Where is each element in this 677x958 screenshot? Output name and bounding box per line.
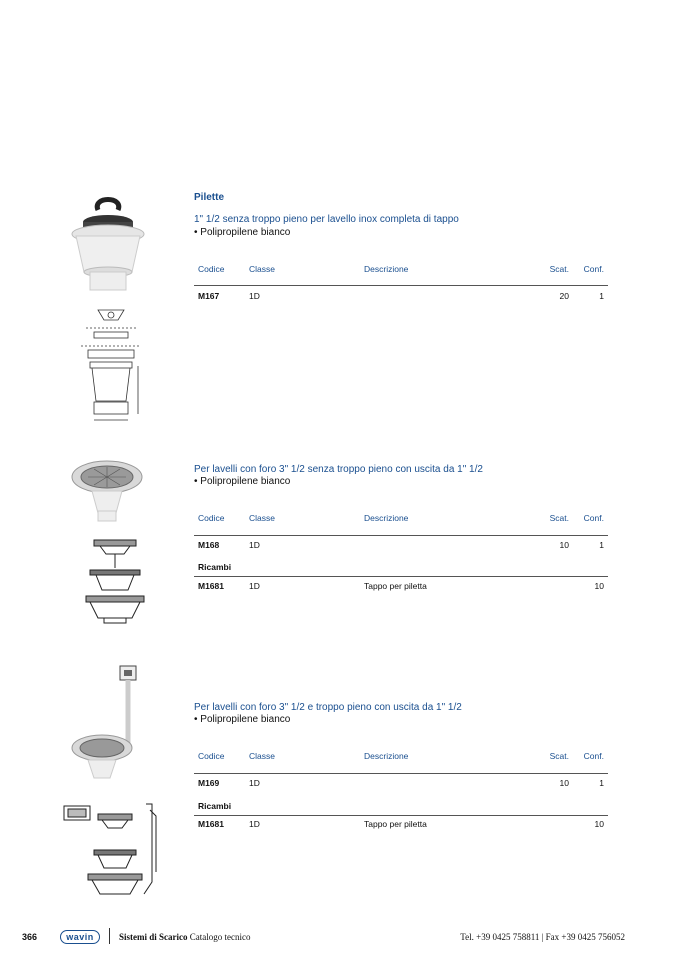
col-descrizione: Descrizione xyxy=(364,513,409,523)
cell-conf: 10 xyxy=(594,581,604,591)
technical-drawing-m168 xyxy=(84,538,146,624)
col-descrizione: Descrizione xyxy=(364,751,409,761)
logo-text: wavin xyxy=(66,932,94,942)
cell-conf: 1 xyxy=(599,778,604,788)
cell-conf: 1 xyxy=(599,291,604,301)
cell-conf: 1 xyxy=(599,540,604,550)
catalog-title xyxy=(119,932,250,942)
product-material: • Polipropilene bianco xyxy=(194,476,291,487)
col-conf: Conf. xyxy=(583,264,604,274)
product-material: • Polipropilene bianco xyxy=(194,714,291,725)
col-classe: Classe xyxy=(249,751,275,761)
catalog-title-bold: Sistemi di Scarico xyxy=(119,932,188,942)
wavin-logo xyxy=(60,930,100,944)
cell-classe: 1D xyxy=(249,581,260,591)
cell-scat: 10 xyxy=(559,540,569,550)
catalog-title-rest: Catalogo tecnico xyxy=(187,932,251,942)
cell-descrizione: Tappo per piletta xyxy=(364,819,427,829)
cell-conf: 10 xyxy=(594,819,604,829)
cell-classe: 1D xyxy=(249,291,260,301)
col-codice: Codice xyxy=(198,513,225,523)
footer-divider xyxy=(109,928,110,944)
cell-codice: M1681 xyxy=(198,581,224,591)
col-classe: Classe xyxy=(249,513,275,523)
ricambi-label: Ricambi xyxy=(198,562,232,572)
cell-codice: M167 xyxy=(198,291,220,301)
cell-codice: M1681 xyxy=(198,819,224,829)
col-classe: Classe xyxy=(249,264,275,274)
product-photo-m169 xyxy=(68,662,150,786)
col-scat: Scat. xyxy=(549,751,569,761)
cell-codice: M169 xyxy=(198,778,220,788)
table-rule xyxy=(194,773,608,774)
col-scat: Scat. xyxy=(549,513,569,523)
col-codice: Codice xyxy=(198,751,225,761)
cell-classe: 1D xyxy=(249,778,260,788)
cell-descrizione: Tappo per piletta xyxy=(364,581,427,591)
product-material: • Polipropilene bianco xyxy=(194,227,291,238)
product-subtitle: Per lavelli con foro 3" 1/2 senza troppo pieno con uscita da 1" 1/2 xyxy=(194,464,483,475)
table-rule xyxy=(194,285,608,286)
col-conf: Conf. xyxy=(583,751,604,761)
col-descrizione: Descrizione xyxy=(364,264,409,274)
col-codice: Codice xyxy=(198,264,225,274)
cell-classe: 1D xyxy=(249,819,260,829)
cell-classe: 1D xyxy=(249,540,260,550)
cell-codice: M168 xyxy=(198,540,220,550)
table-rule xyxy=(194,815,608,816)
product-subtitle: Per lavelli con foro 3" 1/2 e troppo pieno con uscita da 1" 1/2 xyxy=(194,702,462,713)
section-title: Pilette xyxy=(194,192,225,203)
cell-scat: 20 xyxy=(559,291,569,301)
table-rule xyxy=(194,576,608,577)
col-scat: Scat. xyxy=(549,264,569,274)
cell-scat: 10 xyxy=(559,778,569,788)
col-conf: Conf. xyxy=(583,513,604,523)
contact-info: Tel. +39 0425 758811 | Fax +39 0425 756052 xyxy=(460,932,625,942)
product-photo-m168 xyxy=(70,455,145,525)
page-number: 366 xyxy=(22,932,38,942)
table-rule xyxy=(194,535,608,536)
product-subtitle: 1" 1/2 senza troppo pieno per lavello inox completa di tappo xyxy=(194,214,459,225)
technical-drawing-m167 xyxy=(76,306,146,426)
product-photo-m167 xyxy=(68,192,148,302)
ricambi-label: Ricambi xyxy=(198,801,232,811)
technical-drawing-m169 xyxy=(62,802,166,900)
